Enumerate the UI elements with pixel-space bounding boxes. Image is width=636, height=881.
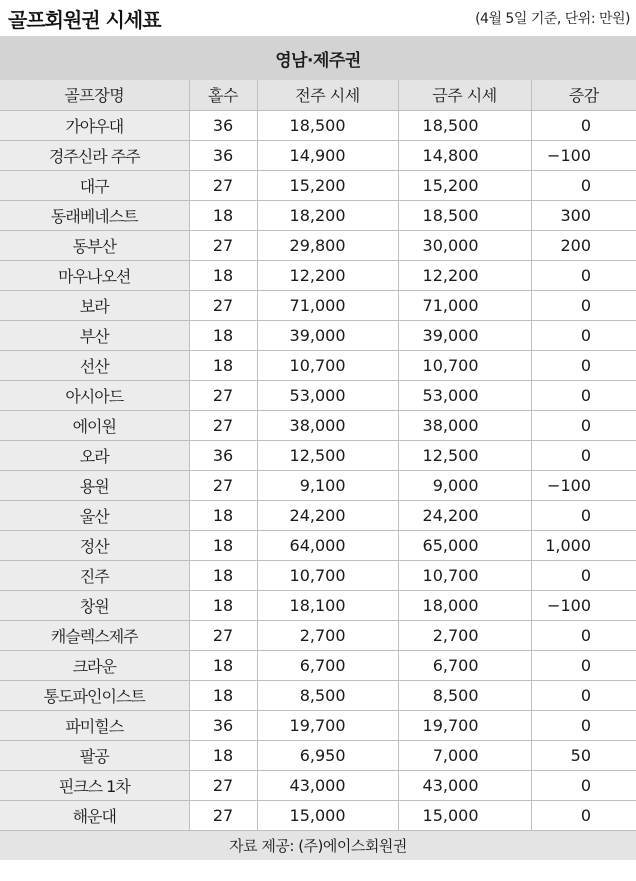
- curr-price-cell: 6,700: [398, 650, 531, 680]
- holes-cell: 18: [189, 530, 257, 560]
- course-name-cell: 보라: [0, 290, 189, 320]
- change-cell: 0: [531, 650, 636, 680]
- course-name-cell: 캐슬렉스제주: [0, 620, 189, 650]
- prev-price-cell: 43,000: [257, 770, 398, 800]
- course-name-cell: 크라운: [0, 650, 189, 680]
- table-row: [0, 530, 636, 560]
- table-row: [0, 350, 636, 380]
- change-cell: 200: [531, 230, 636, 260]
- curr-price-cell: 8,500: [398, 680, 531, 710]
- table-row: [0, 650, 636, 680]
- course-name-cell: 해운대: [0, 800, 189, 830]
- page-title: 골프회원권 시세표: [8, 7, 161, 32]
- col-change: 증감: [531, 80, 636, 110]
- holes-cell: 27: [189, 410, 257, 440]
- change-cell: 0: [531, 440, 636, 470]
- table-row: [0, 470, 636, 500]
- change-cell: 0: [531, 680, 636, 710]
- holes-cell: 27: [189, 620, 257, 650]
- change-cell: 0: [531, 110, 636, 140]
- course-name-cell: 아시아드: [0, 380, 189, 410]
- course-name-cell: 용원: [0, 470, 189, 500]
- date-unit-note: (4월 5일 기준, 단위: 만원): [475, 11, 630, 27]
- holes-cell: 36: [189, 140, 257, 170]
- course-name-cell: 대구: [0, 170, 189, 200]
- holes-cell: 27: [189, 170, 257, 200]
- holes-cell: 18: [189, 320, 257, 350]
- table-row: [0, 200, 636, 230]
- course-name-cell: 경주신라 주주: [0, 140, 189, 170]
- course-name-cell: 가야우대: [0, 110, 189, 140]
- holes-cell: 36: [189, 440, 257, 470]
- change-cell: 0: [531, 560, 636, 590]
- curr-price-cell: 43,000: [398, 770, 531, 800]
- curr-price-cell: 39,000: [398, 320, 531, 350]
- prev-price-cell: 18,500: [257, 110, 398, 140]
- curr-price-cell: 12,500: [398, 440, 531, 470]
- course-name-cell: 부산: [0, 320, 189, 350]
- table-row: [0, 110, 636, 140]
- prev-price-cell: 6,700: [257, 650, 398, 680]
- course-name-cell: 울산: [0, 500, 189, 530]
- holes-cell: 18: [189, 560, 257, 590]
- prev-price-cell: 15,200: [257, 170, 398, 200]
- change-cell: −100: [531, 590, 636, 620]
- change-cell: 0: [531, 620, 636, 650]
- table-header: [0, 80, 636, 110]
- prev-price-cell: 15,000: [257, 800, 398, 830]
- prev-price-cell: 19,700: [257, 710, 398, 740]
- holes-cell: 18: [189, 260, 257, 290]
- table-row: [0, 560, 636, 590]
- price-table: [0, 80, 636, 831]
- prev-price-cell: 64,000: [257, 530, 398, 560]
- prev-price-cell: 14,900: [257, 140, 398, 170]
- table-row: [0, 230, 636, 260]
- change-cell: −100: [531, 140, 636, 170]
- change-cell: 0: [531, 380, 636, 410]
- curr-price-cell: 18,500: [398, 110, 531, 140]
- prev-price-cell: 12,500: [257, 440, 398, 470]
- table-row: [0, 590, 636, 620]
- course-name-cell: 동부산: [0, 230, 189, 260]
- curr-price-cell: 18,000: [398, 590, 531, 620]
- prev-price-cell: 2,700: [257, 620, 398, 650]
- change-cell: 50: [531, 740, 636, 770]
- holes-cell: 18: [189, 740, 257, 770]
- curr-price-cell: 9,000: [398, 470, 531, 500]
- holes-cell: 27: [189, 770, 257, 800]
- source-footer: 자료 제공: (주)에이스회원권: [0, 831, 636, 860]
- prev-price-cell: 6,950: [257, 740, 398, 770]
- change-cell: 0: [531, 410, 636, 440]
- prev-price-cell: 24,200: [257, 500, 398, 530]
- col-curr-price: 금주 시세: [398, 80, 531, 110]
- holes-cell: 27: [189, 290, 257, 320]
- holes-cell: 18: [189, 650, 257, 680]
- change-cell: 1,000: [531, 530, 636, 560]
- curr-price-cell: 14,800: [398, 140, 531, 170]
- course-name-cell: 동래베네스트: [0, 200, 189, 230]
- change-cell: 0: [531, 770, 636, 800]
- holes-cell: 27: [189, 230, 257, 260]
- course-name-cell: 진주: [0, 560, 189, 590]
- curr-price-cell: 15,000: [398, 800, 531, 830]
- table-row: [0, 620, 636, 650]
- table-row: [0, 770, 636, 800]
- region-heading: 영남·제주권: [0, 36, 636, 80]
- table-row: [0, 260, 636, 290]
- table-row: [0, 740, 636, 770]
- table-row: [0, 500, 636, 530]
- curr-price-cell: 19,700: [398, 710, 531, 740]
- prev-price-cell: 9,100: [257, 470, 398, 500]
- holes-cell: 27: [189, 800, 257, 830]
- curr-price-cell: 10,700: [398, 560, 531, 590]
- prev-price-cell: 38,000: [257, 410, 398, 440]
- prev-price-cell: 18,100: [257, 590, 398, 620]
- prev-price-cell: 71,000: [257, 290, 398, 320]
- table-row: [0, 290, 636, 320]
- curr-price-cell: 10,700: [398, 350, 531, 380]
- table-row: [0, 410, 636, 440]
- prev-price-cell: 18,200: [257, 200, 398, 230]
- course-name-cell: 통도파인이스트: [0, 680, 189, 710]
- holes-cell: 18: [189, 590, 257, 620]
- prev-price-cell: 53,000: [257, 380, 398, 410]
- table-row: [0, 440, 636, 470]
- prev-price-cell: 39,000: [257, 320, 398, 350]
- holes-cell: 18: [189, 350, 257, 380]
- change-cell: 0: [531, 710, 636, 740]
- curr-price-cell: 71,000: [398, 290, 531, 320]
- prev-price-cell: 10,700: [257, 560, 398, 590]
- col-prev-price: 전주 시세: [257, 80, 398, 110]
- change-cell: −100: [531, 470, 636, 500]
- col-holes: 홀수: [189, 80, 257, 110]
- curr-price-cell: 24,200: [398, 500, 531, 530]
- curr-price-cell: 38,000: [398, 410, 531, 440]
- holes-cell: 27: [189, 380, 257, 410]
- table-body: [0, 110, 636, 830]
- change-cell: 300: [531, 200, 636, 230]
- curr-price-cell: 12,200: [398, 260, 531, 290]
- holes-cell: 18: [189, 200, 257, 230]
- course-name-cell: 마우나오션: [0, 260, 189, 290]
- curr-price-cell: 53,000: [398, 380, 531, 410]
- change-cell: 0: [531, 260, 636, 290]
- header: [0, 0, 636, 36]
- table-row: [0, 710, 636, 740]
- change-cell: 0: [531, 170, 636, 200]
- curr-price-cell: 18,500: [398, 200, 531, 230]
- holes-cell: 36: [189, 110, 257, 140]
- course-name-cell: 파미힐스: [0, 710, 189, 740]
- change-cell: 0: [531, 320, 636, 350]
- course-name-cell: 에이원: [0, 410, 189, 440]
- course-name-cell: 정산: [0, 530, 189, 560]
- curr-price-cell: 15,200: [398, 170, 531, 200]
- curr-price-cell: 2,700: [398, 620, 531, 650]
- curr-price-cell: 30,000: [398, 230, 531, 260]
- holes-cell: 18: [189, 680, 257, 710]
- holes-cell: 18: [189, 500, 257, 530]
- change-cell: 0: [531, 290, 636, 320]
- table-row: [0, 320, 636, 350]
- prev-price-cell: 12,200: [257, 260, 398, 290]
- course-name-cell: 창원: [0, 590, 189, 620]
- holes-cell: 27: [189, 470, 257, 500]
- table-row: [0, 140, 636, 170]
- col-course-name: 골프장명: [0, 80, 189, 110]
- table-row: [0, 800, 636, 830]
- course-name-cell: 선산: [0, 350, 189, 380]
- prev-price-cell: 8,500: [257, 680, 398, 710]
- curr-price-cell: 65,000: [398, 530, 531, 560]
- course-name-cell: 팔공: [0, 740, 189, 770]
- holes-cell: 36: [189, 710, 257, 740]
- curr-price-cell: 7,000: [398, 740, 531, 770]
- prev-price-cell: 29,800: [257, 230, 398, 260]
- change-cell: 0: [531, 500, 636, 530]
- table-row: [0, 380, 636, 410]
- prev-price-cell: 10,700: [257, 350, 398, 380]
- table-row: [0, 680, 636, 710]
- change-cell: 0: [531, 800, 636, 830]
- change-cell: 0: [531, 350, 636, 380]
- course-name-cell: 오라: [0, 440, 189, 470]
- course-name-cell: 핀크스 1차: [0, 770, 189, 800]
- table-row: [0, 170, 636, 200]
